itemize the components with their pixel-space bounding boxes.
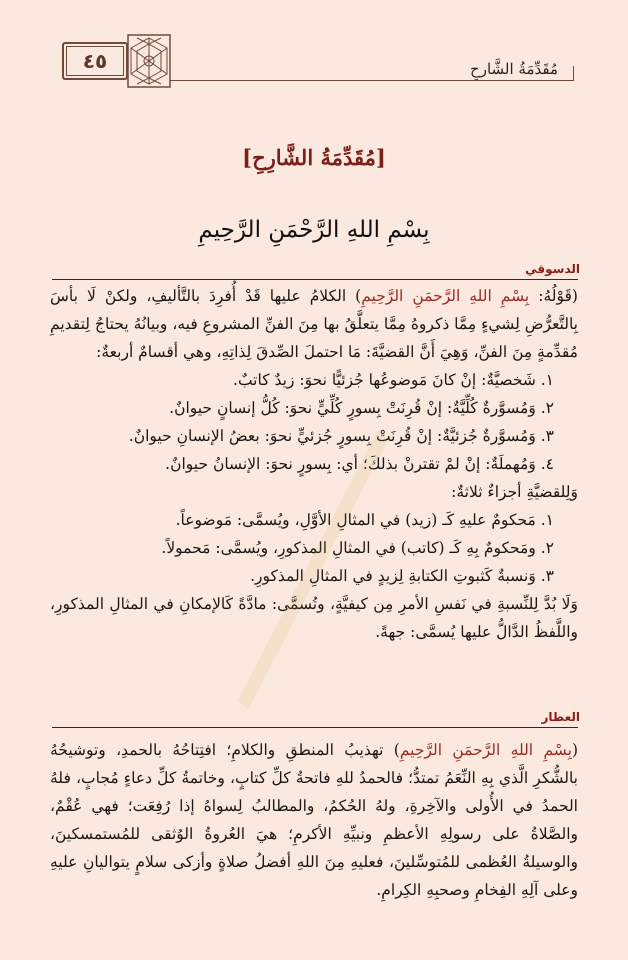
closing-paragraph: وَلَا بُدَّ لِلنِّسبةِ في نَفسِ الأمرِ مِن كيفيَّةٍ، وتُسمَّى: مادَّةً كَالإمكانِ في المثالِ المذكورِ، واللَّفظُ الدَّالُّ عليها يُسمَّى: جهةً. bbox=[50, 595, 578, 641]
ornament-icon bbox=[127, 34, 171, 88]
list-item: ٢. ومَحكومٌ بِهِ كَـ (كاتب) في المثالِ المذكورِ، ويُسمَّى: مَحمولاً. bbox=[161, 539, 554, 557]
page-number: ٤٥ bbox=[62, 42, 128, 80]
header-rule-tip bbox=[573, 66, 574, 80]
section-label-dasuqi: الدسوقي bbox=[525, 262, 580, 276]
list-item: ٣. وَمُسوَّرةٌ جُزئيَّةٌ: إنْ قُرِنَتْ بِسورٍ جُزئيٍّ نحوَ: بعضُ الإنسانِ حيوانٌ. bbox=[128, 427, 554, 445]
basmala-quote: بِسْمِ اللهِ الرَّحمَنِ الرَّحِيمِ bbox=[399, 741, 572, 759]
chapter-title: [مُقَدِّمَةُ الشَّارِحِ] bbox=[242, 145, 386, 170]
section-label-attar: العطار bbox=[541, 710, 580, 724]
basmala-quote: بِسْمِ اللهِ الرَّحمَنِ الرَّحِيمِ bbox=[361, 287, 530, 305]
section-rule-attar bbox=[52, 727, 578, 728]
dasuqi-commentary bbox=[50, 282, 578, 646]
basmala-heading: بِسْمِ اللهِ الرَّحْمَنِ الرَّحِيمِ bbox=[198, 217, 430, 243]
list-item: ٣. وَنسبةٌ كَثبوتِ الكتابةِ لِزيدٍ في المثالِ المذكورِ. bbox=[250, 567, 554, 585]
parts-intro: وَلِلقضيَّةِ أجزاءٌ ثلاثةٌ: bbox=[451, 483, 578, 501]
header-rule bbox=[170, 80, 574, 81]
list-item: ١. شَخصيَّةٌ: إنْ كانَ مَوضوعُها جُزئيًّا نحوَ: زيدٌ كاتبٌ. bbox=[233, 371, 554, 389]
dasuqi-paragraph bbox=[50, 282, 578, 366]
running-head: مُقَدِّمَةُ الشَّارحِ bbox=[470, 60, 558, 78]
quote-open: ( bbox=[571, 741, 578, 759]
list-item: ٤. وَمُهملَةٌ: إنْ لمْ تقترنْ بذلكَ؛ أي: بِسورٍ نحوَ: الإنسانُ حيوانٌ. bbox=[165, 455, 554, 473]
attar-commentary bbox=[50, 736, 578, 904]
list-item: ٢. وَمُسوَّرةٌ كُلِّيَّةٌ: إنْ قُرِنَتْ بِسورٍ كُلِّيٍّ نحوَ: كُلُّ إنسانٍ حيوانٌ. bbox=[169, 399, 554, 417]
list-item: ١. مَحكومٌ عليهِ كَـ (زيد) في المثالِ الأوَّلِ، ويُسمَّى: مَوضوعاً. bbox=[175, 511, 554, 529]
quote-open: (قَوْلُهُ: bbox=[529, 287, 578, 305]
section-rule-dasuqi bbox=[52, 279, 578, 280]
paragraph-rest: ) تهذيبُ المنطقِ والكلامِ؛ افتِتاحُهُ بالحمدِ، وتوشيحُهُ بالشُّكرِ الَّذي بِهِ النِّعَمُ تمتدُّ؛ فالحمدُ للهِ فاتحةُ كلِّ كتابٍ، وخاتمةُ كلِّ دعاءٍ مُجابٍ، فلهُ الحمدُ في الأُولى والآخِرةِ، ولهُ الحُكمُ، والمطالبُ لِسواهُ إذا رُفِعَت؛ فهي عُقْمٌ، والصَّلاةُ على رسولِهِ الأعظمِ ونبيِّهِ الأكرمِ؛ هيَ العُروةُ الوُثقى للمُستمسكينَ، والوسيلةُ العُظمى للمُتوسِّلينَ، فعليهِ مِنَ اللهِ أفضلُ صلاةٍ وأزكى سلامٍ يتواليانِ عليهِ وعلى آلِهِ الفِخامِ وصحبِهِ الكِرامِ. bbox=[50, 741, 578, 899]
attar-paragraph bbox=[50, 736, 578, 904]
paragraph-rest: ) الكلامُ عليها قَدْ أُفرِدَ بالتَّأليفِ، ولكنْ لَا بأسَ بِالتَّعرُّضِ لِشيءٍ مِمَّا ذكروهُ مِمَّا يتعلَّقُ بها مِنَ الفنِّ المشروعِ فيه، وبيانُهُ يحتاجُ لِتقديمِ مُقدِّمةٍ مِنَ الفنِّ، وَهِيَ أَنَّ القضيَّةَ: مَا احتملَ الصِّدقَ لِذاتِهِ، وهي أقسامٌ أربعةٌ: bbox=[50, 287, 578, 361]
